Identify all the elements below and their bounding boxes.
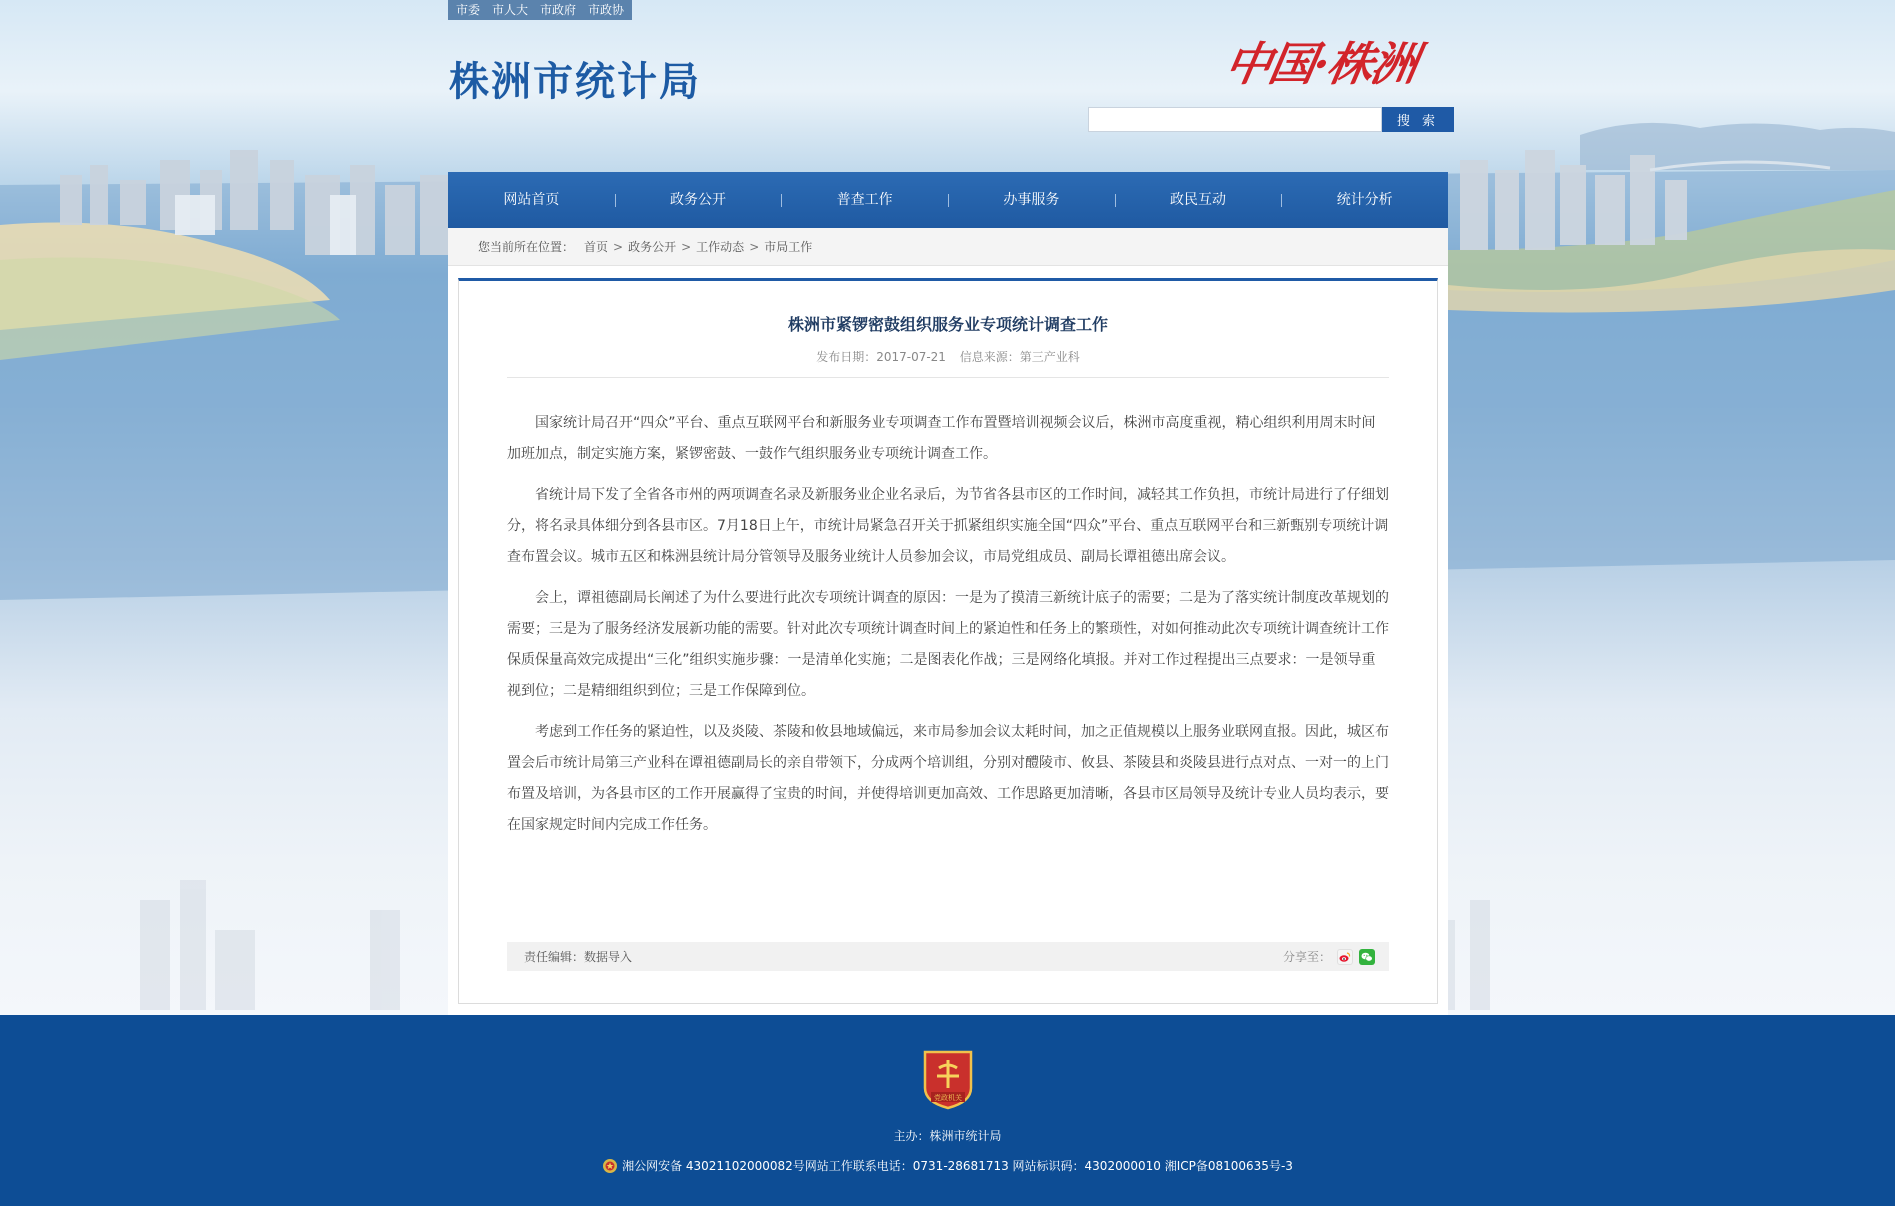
top-link-cppcc[interactable]: 市政协	[588, 3, 625, 17]
breadcrumb-label: 您当前所在位置：	[478, 240, 575, 254]
top-link-party-committee[interactable]: 市委	[456, 3, 481, 17]
share-section	[1283, 948, 1375, 965]
breadcrumb-home[interactable]: 首页	[584, 240, 609, 254]
icp-info	[0, 1157, 1895, 1174]
site-footer	[0, 1015, 1895, 1206]
host-organization: 主办：株洲市统计局	[893, 1129, 1002, 1143]
nav-item-census[interactable]: 普查工作	[781, 172, 948, 228]
nav-item-interaction[interactable]: 政民互动	[1115, 172, 1282, 228]
article-body	[507, 408, 1389, 851]
site-title: 株洲市统计局	[449, 59, 701, 105]
top-links-bar	[448, 0, 632, 20]
top-link-congress[interactable]: 市人大	[492, 3, 529, 17]
article-title: 株洲市紧锣密鼓组织服务业专项统计调查工作	[787, 315, 1108, 334]
nav-item-government-affairs[interactable]: 政务公开	[615, 172, 782, 228]
breadcrumb-government-affairs[interactable]: 政务公开	[628, 240, 677, 254]
search-bar	[1088, 107, 1454, 132]
paragraph: 省统计局下发了全省各市州的两项调查名录及新服务业企业名录后，为节省各县市区的工作时间，减轻其工作负担，市统计局进行了仔细划分，将名录具体细分到各县市区。7月18日上午，市统计局紧急召开关于抓紧组织实施全国“四众”平台、重点互联网平台和三新甄别专项统计调查布置会议。城市五区和株洲县统计局分管领导及服务业统计人员参加会议，市局党组成员、副局长谭祖德出席会议。	[507, 487, 1389, 565]
breadcrumb	[448, 228, 1448, 266]
search-input[interactable]	[1088, 107, 1382, 132]
info-source: 信息来源：第三产业科	[959, 350, 1080, 364]
breadcrumb-separator: >	[613, 239, 624, 254]
icp-text: 湘公网安备 43021102000082号网站工作联系电话：0731-28681713 网站标识码：4302000010 湘ICP备08100635号-3	[622, 1159, 1293, 1173]
share-label: 分享至：	[1282, 950, 1331, 964]
breadcrumb-work-news[interactable]: 工作动态	[696, 240, 745, 254]
top-link-government[interactable]: 市政府	[540, 3, 577, 17]
breadcrumb-separator: >	[681, 239, 692, 254]
article-meta	[459, 348, 1437, 365]
party-government-badge-icon[interactable]	[921, 1048, 975, 1110]
divider	[507, 377, 1389, 378]
police-badge-icon	[602, 1158, 618, 1174]
nav-item-home[interactable]: 网站首页	[503, 192, 560, 208]
nav-item-statistical-analysis[interactable]: 统计分析	[1281, 172, 1448, 228]
weibo-share-icon[interactable]	[1337, 949, 1353, 965]
breadcrumb-bureau-work[interactable]: 市局工作	[764, 240, 813, 254]
search-button[interactable]: 搜 索	[1382, 107, 1454, 132]
china-zhuzhou-calligraphy-logo: 中国·株洲	[1220, 37, 1421, 91]
article	[458, 278, 1438, 1004]
paragraph: 会上，谭祖德副局长阐述了为什么要进行此次专项统计调查的原因：一是为了摸清三新统计底子的需要；二是为了落实统计制度改革规划的需要；三是为了服务经济发展新功能的需要。针对此次专项统计调查时间上的紧迫性和任务上的繁琐性，对如何推动此次专项统计调查统计工作保质保量高效完成提出“三化”组织实施步骤：一是清单化实施；二是图表化作战；三是网络化填报。并对工作过程提出三点要求：一是领导重视到位；二是精细组织到位；三是工作保障到位。	[507, 590, 1389, 699]
wechat-share-icon[interactable]	[1359, 949, 1375, 965]
content-panel	[448, 228, 1448, 1015]
badge-text: 党政机关	[934, 1094, 962, 1102]
responsible-editor: 责任编辑：数据导入	[524, 950, 633, 964]
main-nav	[448, 172, 1448, 228]
breadcrumb-separator: >	[749, 239, 760, 254]
paragraph: 国家统计局召开“四众”平台、重点互联网平台和新服务业专项调查工作布置暨培训视频会议后，株洲市高度重视，精心组织利用周末时间加班加点，制定实施方案，紧锣密鼓、一鼓作气组织服务业专项统计调查工作。	[507, 415, 1376, 462]
publish-date: 发布日期：2017-07-21	[816, 350, 946, 364]
article-footer-bar	[507, 942, 1389, 971]
paragraph: 考虑到工作任务的紧迫性，以及炎陵、茶陵和攸县地域偏远，来市局参加会议太耗时间，加之正值规模以上服务业联网直报。因此，城区布置会后市统计局第三产业科在谭祖德副局长的亲自带领下，分成两个培训组，分别对醴陵市、攸县、茶陵县和炎陵县进行点对点、一对一的上门布置及培训，为各县市区的工作开展赢得了宝贵的时间，并使得培训更加高效、工作思路更加清晰，各县市区局领导及统计专业人员均表示，要在国家规定时间内完成工作任务。	[507, 724, 1389, 833]
nav-item-services[interactable]: 办事服务	[948, 172, 1115, 228]
